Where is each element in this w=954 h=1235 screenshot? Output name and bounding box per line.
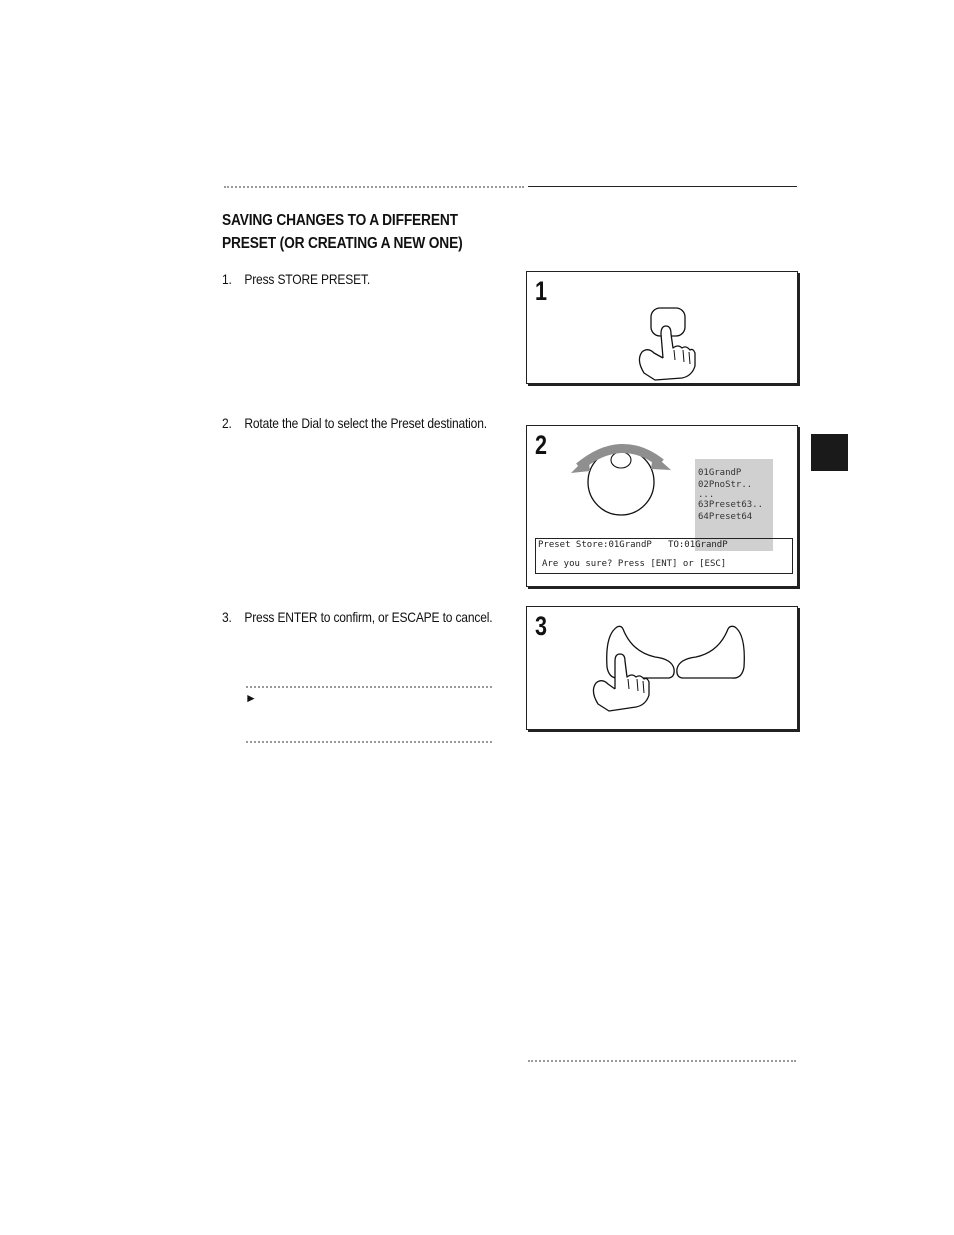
bottom-dotted-rule [528, 1060, 796, 1062]
step-text: Rotate the Dial to select the Preset destination. [244, 415, 487, 431]
lcd-line-2: Are you sure? Press [ENT] or [ESC] [542, 559, 727, 569]
preset-list-item: 02PnoStr.. [698, 479, 753, 490]
illustration-panel-3 [526, 606, 798, 730]
step-1 [222, 271, 370, 287]
preset-list-item: 63Preset63.. [698, 500, 764, 510]
finger-press-button-icon [527, 272, 797, 383]
lcd-line-1: Preset Store:01GrandP TO:01GrandP [538, 540, 728, 550]
step-number: 3. [222, 609, 232, 625]
note-top-dotted-rule [246, 686, 492, 688]
step-text: Press STORE PRESET. [244, 271, 371, 287]
panel-number: 1 [535, 276, 548, 306]
preset-list-item: ... [698, 490, 715, 500]
lcd-display [535, 538, 793, 574]
heading-line-1: SAVING CHANGES TO A DIFFERENT [222, 212, 458, 229]
note-arrow-icon: ► [245, 691, 257, 705]
note-bottom-dotted-rule [246, 741, 492, 743]
panel-number: 2 [535, 430, 548, 460]
top-solid-rule [528, 186, 797, 187]
step-3 [222, 609, 492, 625]
panel-number: 3 [535, 611, 548, 641]
step-number: 2. [222, 415, 232, 431]
step-2 [222, 415, 487, 431]
preset-list-item: 64Preset64 [698, 511, 753, 522]
finger-press-enter-escape-icon [527, 607, 797, 729]
illustration-panel-2 [526, 425, 798, 587]
top-dotted-rule [224, 186, 524, 188]
heading-line-2: PRESET (OR CREATING A NEW ONE) [222, 235, 463, 252]
section-heading [222, 209, 480, 255]
step-text: Press ENTER to confirm, or ESCAPE to cancel. [244, 609, 493, 625]
preset-list-item: 01GrandP [698, 468, 742, 478]
illustration-panel-1 [526, 271, 798, 384]
chapter-tab-marker [811, 434, 848, 471]
step-number: 1. [222, 271, 232, 287]
